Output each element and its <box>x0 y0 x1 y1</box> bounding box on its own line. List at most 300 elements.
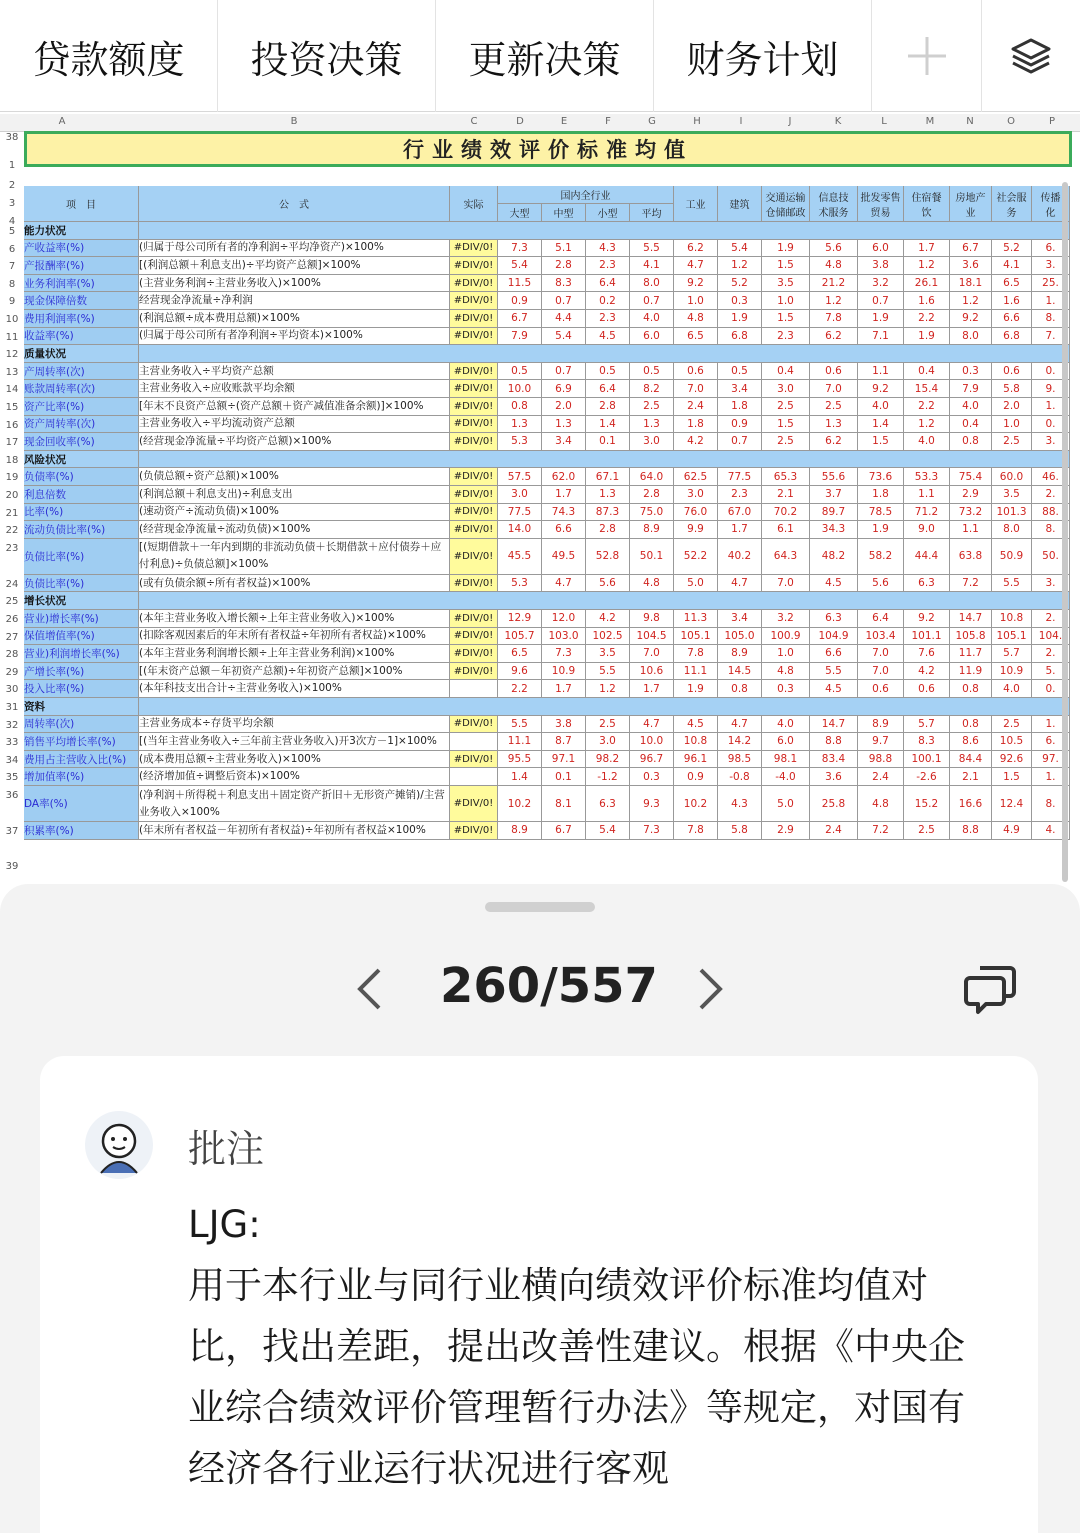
benchmark-value[interactable]: 9.9 <box>674 521 718 539</box>
benchmark-value[interactable]: 0.1 <box>542 768 586 786</box>
benchmark-value[interactable]: 6.5 <box>498 645 542 663</box>
benchmark-value[interactable]: 5.4 <box>586 822 630 840</box>
benchmark-value[interactable]: 95.5 <box>498 751 542 769</box>
benchmark-value[interactable]: 62.5 <box>674 468 718 486</box>
benchmark-value[interactable]: 2.9 <box>762 822 810 840</box>
benchmark-value[interactable]: 4.0 <box>762 716 810 734</box>
benchmark-value[interactable]: 3.0 <box>630 433 674 451</box>
metric-name[interactable]: 费用占主营收入比(%) <box>24 751 139 769</box>
benchmark-value[interactable]: 14.7 <box>810 716 858 734</box>
benchmark-value[interactable]: -2.6 <box>904 768 950 786</box>
benchmark-value[interactable]: 5.4 <box>498 257 542 275</box>
metric-name[interactable]: 营业)利润增长率(%) <box>24 645 139 663</box>
benchmark-value[interactable]: 0.5 <box>630 363 674 381</box>
benchmark-value[interactable]: 6.2 <box>810 433 858 451</box>
metric-formula[interactable]: [(利润总额＋利息支出)÷平均资产总额]×100% <box>139 257 450 275</box>
benchmark-value[interactable]: 104. <box>1032 628 1070 646</box>
benchmark-value[interactable]: 16.6 <box>950 786 992 822</box>
benchmark-value[interactable]: 1.2 <box>950 292 992 310</box>
metric-formula[interactable]: (年末所有者权益－年初所有者权益)÷年初所有者权益×100% <box>139 822 450 840</box>
benchmark-value[interactable]: 7.3 <box>630 822 674 840</box>
benchmark-value[interactable]: 87.3 <box>586 504 630 522</box>
benchmark-value[interactable]: 8.0 <box>630 275 674 293</box>
metric-formula[interactable]: (本年科技支出合计÷主营业务收入)×100% <box>139 680 450 698</box>
benchmark-value[interactable]: 1. <box>1032 768 1070 786</box>
benchmark-value[interactable]: 6.3 <box>586 786 630 822</box>
metric-name[interactable]: 产收益率(%) <box>24 240 139 258</box>
benchmark-value[interactable]: 1.9 <box>904 328 950 346</box>
metric-name[interactable]: 利息倍数 <box>24 486 139 504</box>
benchmark-value[interactable]: 6.8 <box>718 328 762 346</box>
row-number[interactable]: 26 <box>5 614 19 625</box>
benchmark-value[interactable]: 0.9 <box>674 768 718 786</box>
benchmark-value[interactable]: 5. <box>1032 663 1070 681</box>
row-number[interactable]: 9 <box>8 296 16 308</box>
benchmark-value[interactable]: 77.5 <box>718 468 762 486</box>
benchmark-value[interactable]: 1.2 <box>718 257 762 275</box>
benchmark-value[interactable]: 1.4 <box>586 416 630 434</box>
row-number[interactable]: 37 <box>5 826 19 837</box>
benchmark-value[interactable]: 1.3 <box>810 416 858 434</box>
benchmark-value[interactable]: 5.6 <box>810 240 858 258</box>
benchmark-value[interactable]: 9.0 <box>904 521 950 539</box>
benchmark-value[interactable]: 4.0 <box>904 433 950 451</box>
benchmark-value[interactable]: 5.4 <box>718 240 762 258</box>
benchmark-value[interactable]: 1.6 <box>992 292 1032 310</box>
tab-investment-decision[interactable]: 投资决策 <box>218 0 436 112</box>
metric-formula[interactable]: (本年主营业务利润增长额÷上年主营业务利润)×100% <box>139 645 450 663</box>
benchmark-value[interactable]: 7.3 <box>542 645 586 663</box>
benchmark-value[interactable]: 6.6 <box>992 310 1032 328</box>
metric-formula[interactable]: (经营现金净流量÷平均资产总额)×100% <box>139 433 450 451</box>
actual-value[interactable]: #DIV/0! <box>450 628 498 646</box>
metric-formula[interactable]: 主营业务收入÷平均资产总额 <box>139 363 450 381</box>
benchmark-value[interactable]: 11.1 <box>674 663 718 681</box>
metric-name[interactable]: 资产比率(%) <box>24 398 139 416</box>
benchmark-value[interactable]: 58.2 <box>858 539 904 575</box>
benchmark-value[interactable]: 6.0 <box>762 733 810 751</box>
benchmark-value[interactable]: 0.7 <box>858 292 904 310</box>
benchmark-value[interactable]: 2.5 <box>992 433 1032 451</box>
benchmark-value[interactable]: 8.8 <box>950 822 992 840</box>
column-letter[interactable]: C <box>470 116 478 127</box>
benchmark-value[interactable]: 0.8 <box>718 680 762 698</box>
benchmark-value[interactable]: 1. <box>1032 398 1070 416</box>
benchmark-value[interactable]: 1.7 <box>630 680 674 698</box>
benchmark-value[interactable]: 76.0 <box>674 504 718 522</box>
benchmark-value[interactable]: 1.0 <box>674 292 718 310</box>
benchmark-value[interactable]: 1.4 <box>858 416 904 434</box>
benchmark-value[interactable]: 4.1 <box>992 257 1032 275</box>
row-number[interactable]: 18 <box>5 454 19 466</box>
benchmark-value[interactable]: 0. <box>1032 416 1070 434</box>
header-item[interactable]: 项 目 <box>24 186 139 222</box>
benchmark-value[interactable]: 4.7 <box>630 716 674 734</box>
benchmark-value[interactable]: 3.0 <box>586 733 630 751</box>
benchmark-value[interactable]: 5.6 <box>858 575 904 593</box>
column-letter[interactable]: K <box>834 116 842 127</box>
header-national[interactable]: 国内全行业 <box>498 186 674 204</box>
actual-value[interactable]: #DIV/0! <box>450 363 498 381</box>
metric-name[interactable]: 费用利润率(%) <box>24 310 139 328</box>
actual-value[interactable] <box>450 680 498 698</box>
benchmark-value[interactable]: 5.7 <box>904 716 950 734</box>
benchmark-value[interactable]: 65.3 <box>762 468 810 486</box>
metric-name[interactable]: 收益率(%) <box>24 328 139 346</box>
benchmark-value[interactable]: 88. <box>1032 504 1070 522</box>
row-number[interactable]: 19 <box>5 472 19 484</box>
benchmark-value[interactable]: 7.3 <box>498 240 542 258</box>
benchmark-value[interactable]: 10.0 <box>498 380 542 398</box>
benchmark-value[interactable]: 4.8 <box>810 257 858 275</box>
benchmark-value[interactable]: 60.0 <box>992 468 1032 486</box>
benchmark-value[interactable]: 10.5 <box>992 733 1032 751</box>
benchmark-value[interactable]: -4.0 <box>762 768 810 786</box>
benchmark-value[interactable]: 50. <box>1032 539 1070 575</box>
metric-formula[interactable]: [(当年主营业务收入÷三年前主营业务收入)开3次方－1]×100% <box>139 733 450 751</box>
benchmark-value[interactable]: 49.5 <box>542 539 586 575</box>
section-fill[interactable] <box>139 698 1070 716</box>
metric-name[interactable]: 流动负债比率(%) <box>24 521 139 539</box>
benchmark-value[interactable]: 4.1 <box>630 257 674 275</box>
tab-renewal-decision[interactable]: 更新决策 <box>436 0 654 112</box>
benchmark-value[interactable]: 50.9 <box>992 539 1032 575</box>
benchmark-value[interactable]: 4.7 <box>674 257 718 275</box>
benchmark-value[interactable]: 1.0 <box>762 645 810 663</box>
benchmark-value[interactable]: 105.1 <box>992 628 1032 646</box>
metric-formula[interactable]: 主营业务成本÷存货平均余额 <box>139 716 450 734</box>
benchmark-value[interactable]: 6.4 <box>858 610 904 628</box>
actual-value[interactable]: #DIV/0! <box>450 663 498 681</box>
benchmark-value[interactable]: 2. <box>1032 610 1070 628</box>
comment-button[interactable] <box>962 962 1018 1018</box>
row-number[interactable]: 4 <box>8 216 16 227</box>
benchmark-value[interactable]: 77.5 <box>498 504 542 522</box>
benchmark-value[interactable]: 4.0 <box>950 398 992 416</box>
benchmark-value[interactable]: 1.9 <box>718 310 762 328</box>
benchmark-value[interactable]: 2.5 <box>762 398 810 416</box>
benchmark-value[interactable]: 5.5 <box>810 663 858 681</box>
benchmark-value[interactable]: 1.1 <box>904 486 950 504</box>
benchmark-value[interactable]: 2.8 <box>586 521 630 539</box>
benchmark-value[interactable]: 6.6 <box>810 645 858 663</box>
benchmark-value[interactable]: 55.6 <box>810 468 858 486</box>
benchmark-value[interactable]: 10.2 <box>674 786 718 822</box>
section-label[interactable]: 风险状况 <box>24 451 139 469</box>
benchmark-value[interactable]: 1.8 <box>858 486 904 504</box>
metric-name[interactable]: 账款周转率(次) <box>24 380 139 398</box>
benchmark-value[interactable]: 8.3 <box>904 733 950 751</box>
benchmark-value[interactable]: 5.3 <box>498 575 542 593</box>
section-label[interactable]: 资料 <box>24 698 139 716</box>
section-label[interactable]: 质量状况 <box>24 345 139 363</box>
benchmark-value[interactable]: 34.3 <box>810 521 858 539</box>
benchmark-value[interactable]: 3.0 <box>762 380 810 398</box>
benchmark-value[interactable]: 8.8 <box>810 733 858 751</box>
benchmark-value[interactable]: 1.8 <box>718 398 762 416</box>
metric-formula[interactable]: (经营现金净流量÷流动负债)×100% <box>139 521 450 539</box>
benchmark-value[interactable]: 5.6 <box>586 575 630 593</box>
metric-name[interactable]: 负债比率(%) <box>24 575 139 593</box>
metric-name[interactable]: 现金保障倍数 <box>24 292 139 310</box>
benchmark-value[interactable]: 2.0 <box>542 398 586 416</box>
metric-name[interactable]: 产报酬率(%) <box>24 257 139 275</box>
metric-name[interactable]: 产增长率(%) <box>24 663 139 681</box>
benchmark-value[interactable]: 2.5 <box>904 822 950 840</box>
benchmark-value[interactable]: 2.4 <box>674 398 718 416</box>
row-number[interactable]: 13 <box>5 366 19 378</box>
column-letter[interactable]: D <box>516 116 524 127</box>
benchmark-value[interactable]: 4.2 <box>674 433 718 451</box>
benchmark-value[interactable]: 9.6 <box>498 663 542 681</box>
benchmark-value[interactable]: 3. <box>1032 575 1070 593</box>
benchmark-value[interactable]: 2.5 <box>586 716 630 734</box>
header-avg[interactable]: 平均 <box>630 204 674 222</box>
benchmark-value[interactable]: 2.1 <box>762 486 810 504</box>
header-transport[interactable] <box>762 186 810 222</box>
benchmark-value[interactable]: 103.4 <box>858 628 904 646</box>
benchmark-value[interactable]: 7.0 <box>858 663 904 681</box>
benchmark-value[interactable]: 102.5 <box>586 628 630 646</box>
benchmark-value[interactable]: 2. <box>1032 645 1070 663</box>
benchmark-value[interactable]: 4.8 <box>762 663 810 681</box>
benchmark-value[interactable]: 50.1 <box>630 539 674 575</box>
benchmark-value[interactable]: 3.6 <box>810 768 858 786</box>
column-letter[interactable]: N <box>966 116 974 127</box>
metric-formula[interactable]: [年末不良资产总额÷(资产总额＋资产减值准备余额)]×100% <box>139 398 450 416</box>
section-fill[interactable] <box>139 345 1070 363</box>
benchmark-value[interactable]: 0.6 <box>904 680 950 698</box>
benchmark-value[interactable]: 12.9 <box>498 610 542 628</box>
actual-value[interactable] <box>450 768 498 786</box>
benchmark-value[interactable]: 0.7 <box>718 433 762 451</box>
benchmark-value[interactable]: 25. <box>1032 275 1070 293</box>
benchmark-value[interactable]: 1.5 <box>858 433 904 451</box>
metric-name[interactable]: 负债率(%) <box>24 468 139 486</box>
row-number[interactable]: 36 <box>5 790 19 801</box>
add-sheet-button[interactable] <box>872 0 982 112</box>
benchmark-value[interactable]: 89.7 <box>810 504 858 522</box>
benchmark-value[interactable]: 1.5 <box>762 257 810 275</box>
benchmark-value[interactable]: 26.1 <box>904 275 950 293</box>
benchmark-value[interactable]: 0.4 <box>904 363 950 381</box>
actual-value[interactable]: #DIV/0! <box>450 575 498 593</box>
metric-formula[interactable]: 主营业务收入÷平均流动资产总额 <box>139 416 450 434</box>
benchmark-value[interactable]: 0.7 <box>630 292 674 310</box>
benchmark-value[interactable]: 2.8 <box>586 398 630 416</box>
benchmark-value[interactable]: 104.9 <box>810 628 858 646</box>
actual-value[interactable] <box>450 733 498 751</box>
benchmark-value[interactable]: 1.3 <box>586 486 630 504</box>
metric-name[interactable]: 比率(%) <box>24 504 139 522</box>
benchmark-value[interactable]: 8.6 <box>950 733 992 751</box>
benchmark-value[interactable]: -1.2 <box>586 768 630 786</box>
column-letter[interactable]: L <box>881 116 887 127</box>
benchmark-value[interactable]: 7.2 <box>858 822 904 840</box>
benchmark-value[interactable]: 10.9 <box>992 663 1032 681</box>
benchmark-value[interactable]: 1.9 <box>762 240 810 258</box>
metric-formula[interactable]: (归属于母公司所有者净利润÷平均资本)×100% <box>139 328 450 346</box>
benchmark-value[interactable]: 3.5 <box>586 645 630 663</box>
metric-name[interactable]: 营业)增长率(%) <box>24 610 139 628</box>
metric-name[interactable]: 保值增值率(%) <box>24 628 139 646</box>
section-label[interactable]: 能力状况 <box>24 222 139 240</box>
metric-formula[interactable]: (经济增加值÷调整后资本)×100% <box>139 768 450 786</box>
benchmark-value[interactable]: -0.8 <box>718 768 762 786</box>
benchmark-value[interactable]: 1.2 <box>586 680 630 698</box>
benchmark-value[interactable]: 1.5 <box>992 768 1032 786</box>
benchmark-value[interactable]: 1.0 <box>992 416 1032 434</box>
benchmark-value[interactable]: 70.2 <box>762 504 810 522</box>
row-number[interactable]: 31 <box>5 702 19 713</box>
section-fill[interactable] <box>139 451 1070 469</box>
benchmark-value[interactable]: 10.0 <box>630 733 674 751</box>
benchmark-value[interactable]: 7.8 <box>674 822 718 840</box>
column-letter[interactable]: J <box>788 116 792 127</box>
benchmark-value[interactable]: 11.9 <box>950 663 992 681</box>
benchmark-value[interactable]: 6.2 <box>810 328 858 346</box>
actual-value[interactable]: #DIV/0! <box>450 275 498 293</box>
header-hotel[interactable] <box>904 186 950 222</box>
column-letter[interactable]: A <box>58 116 66 127</box>
benchmark-value[interactable]: 105.1 <box>674 628 718 646</box>
actual-value[interactable]: #DIV/0! <box>450 645 498 663</box>
benchmark-value[interactable]: 75.0 <box>630 504 674 522</box>
benchmark-value[interactable]: 1.5 <box>762 416 810 434</box>
benchmark-value[interactable]: 1.9 <box>674 680 718 698</box>
row-number[interactable]: 2 <box>8 180 16 191</box>
row-number[interactable]: 1 <box>8 160 16 171</box>
benchmark-value[interactable]: 12.4 <box>992 786 1032 822</box>
header-industry[interactable]: 工业 <box>674 186 718 222</box>
benchmark-value[interactable]: 6.4 <box>586 380 630 398</box>
benchmark-value[interactable]: 0.3 <box>630 768 674 786</box>
benchmark-value[interactable]: 6.3 <box>810 610 858 628</box>
header-social[interactable] <box>992 186 1032 222</box>
benchmark-value[interactable]: 3.4 <box>718 610 762 628</box>
metric-name[interactable]: 销售平均增长率(%) <box>24 733 139 751</box>
benchmark-value[interactable]: 0.3 <box>950 363 992 381</box>
benchmark-value[interactable]: 2.0 <box>992 398 1032 416</box>
benchmark-value[interactable]: 4.0 <box>992 680 1032 698</box>
benchmark-value[interactable]: 45.5 <box>498 539 542 575</box>
benchmark-value[interactable]: 1.2 <box>810 292 858 310</box>
row-number[interactable]: 3 <box>8 198 16 209</box>
benchmark-value[interactable]: 7.0 <box>674 380 718 398</box>
benchmark-value[interactable]: 2.1 <box>950 768 992 786</box>
benchmark-value[interactable]: 4.9 <box>992 822 1032 840</box>
benchmark-value[interactable]: 2.9 <box>950 486 992 504</box>
benchmark-value[interactable]: 2.5 <box>992 716 1032 734</box>
row-number[interactable]: 32 <box>5 719 19 731</box>
benchmark-value[interactable]: 8.1 <box>542 786 586 822</box>
benchmark-value[interactable]: 25.8 <box>810 786 858 822</box>
actual-value[interactable]: #DIV/0! <box>450 504 498 522</box>
benchmark-value[interactable]: 7. <box>1032 328 1070 346</box>
benchmark-value[interactable]: 0.9 <box>718 416 762 434</box>
benchmark-value[interactable]: 9.2 <box>858 380 904 398</box>
benchmark-value[interactable]: 0. <box>1032 363 1070 381</box>
benchmark-value[interactable]: 1.9 <box>858 310 904 328</box>
row-number[interactable]: 11 <box>5 331 19 343</box>
benchmark-value[interactable]: 6.7 <box>950 240 992 258</box>
benchmark-value[interactable]: 3.0 <box>674 486 718 504</box>
benchmark-value[interactable]: 101.3 <box>992 504 1032 522</box>
benchmark-value[interactable]: 2.5 <box>630 398 674 416</box>
benchmark-value[interactable]: 9.2 <box>904 610 950 628</box>
benchmark-value[interactable]: 83.4 <box>810 751 858 769</box>
benchmark-value[interactable]: 9.3 <box>630 786 674 822</box>
metric-name[interactable]: 负债比率(%) <box>24 539 139 575</box>
benchmark-value[interactable]: 3.8 <box>858 257 904 275</box>
benchmark-value[interactable]: 0.8 <box>950 433 992 451</box>
metric-formula[interactable]: (负债总额÷资产总额)×100% <box>139 468 450 486</box>
row-number[interactable]: 29 <box>5 666 19 678</box>
benchmark-value[interactable]: 5.2 <box>718 275 762 293</box>
benchmark-value[interactable]: 1.0 <box>762 292 810 310</box>
benchmark-value[interactable]: 3.0 <box>498 486 542 504</box>
benchmark-value[interactable]: 101.1 <box>904 628 950 646</box>
benchmark-value[interactable]: 48.2 <box>810 539 858 575</box>
row-number[interactable]: 27 <box>5 631 19 643</box>
benchmark-value[interactable]: 0.8 <box>950 680 992 698</box>
benchmark-value[interactable]: 4. <box>1032 822 1070 840</box>
benchmark-value[interactable]: 0.3 <box>762 680 810 698</box>
metric-formula[interactable]: (本年主营业务收入增长额÷上年主营业务收入)×100% <box>139 610 450 628</box>
benchmark-value[interactable]: 7.6 <box>904 645 950 663</box>
benchmark-value[interactable]: 6.4 <box>586 275 630 293</box>
metric-name[interactable]: 资产周转率(次) <box>24 416 139 434</box>
benchmark-value[interactable]: 2.5 <box>810 398 858 416</box>
benchmark-value[interactable]: 9. <box>1032 380 1070 398</box>
benchmark-value[interactable]: 2.3 <box>586 310 630 328</box>
column-letter[interactable]: P <box>1048 116 1056 127</box>
benchmark-value[interactable]: 5.2 <box>992 240 1032 258</box>
header-realestate[interactable] <box>950 186 992 222</box>
actual-value[interactable]: #DIV/0! <box>450 398 498 416</box>
metric-name[interactable]: 业务利润率(%) <box>24 275 139 293</box>
benchmark-value[interactable]: 71.2 <box>904 504 950 522</box>
benchmark-value[interactable]: 1.5 <box>762 310 810 328</box>
benchmark-value[interactable]: 40.2 <box>718 539 762 575</box>
benchmark-value[interactable]: 5.1 <box>542 240 586 258</box>
benchmark-value[interactable]: 105.8 <box>950 628 992 646</box>
benchmark-value[interactable]: 7.0 <box>762 575 810 593</box>
benchmark-value[interactable]: 18.1 <box>950 275 992 293</box>
benchmark-value[interactable]: 4.5 <box>586 328 630 346</box>
benchmark-value[interactable]: 6.6 <box>542 521 586 539</box>
benchmark-value[interactable]: 7.8 <box>810 310 858 328</box>
benchmark-value[interactable]: 0.5 <box>718 363 762 381</box>
benchmark-value[interactable]: 2.4 <box>810 822 858 840</box>
column-letter[interactable]: H <box>693 116 701 127</box>
benchmark-value[interactable]: 4.8 <box>630 575 674 593</box>
benchmark-value[interactable]: 4.0 <box>630 310 674 328</box>
benchmark-value[interactable]: 5.5 <box>586 663 630 681</box>
benchmark-value[interactable]: 104.5 <box>630 628 674 646</box>
benchmark-value[interactable]: 1.2 <box>904 416 950 434</box>
actual-value[interactable]: #DIV/0! <box>450 257 498 275</box>
actual-value[interactable]: #DIV/0! <box>450 716 498 734</box>
benchmark-value[interactable]: 100.1 <box>904 751 950 769</box>
benchmark-value[interactable]: 8.9 <box>858 716 904 734</box>
sheet-title-cell[interactable]: 行业绩效评价标准均值 <box>24 131 1072 167</box>
benchmark-value[interactable]: 7.1 <box>858 328 904 346</box>
benchmark-value[interactable]: 73.2 <box>950 504 992 522</box>
benchmark-value[interactable]: 7.0 <box>810 380 858 398</box>
benchmark-value[interactable]: 7.0 <box>858 645 904 663</box>
benchmark-value[interactable]: 57.5 <box>498 468 542 486</box>
